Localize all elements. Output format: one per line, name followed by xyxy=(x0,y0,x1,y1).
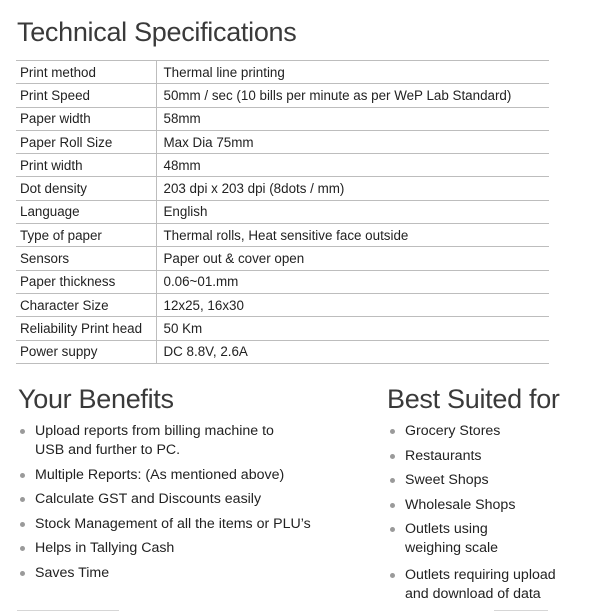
bullet-icon xyxy=(390,503,395,508)
list-item xyxy=(388,422,588,441)
list-item xyxy=(388,520,588,558)
bullet-icon xyxy=(20,571,25,576)
bullet-icon xyxy=(20,546,25,551)
spec-value-print-speed: 50mm / sec (10 bills per minute as per WeP Lab Standard) xyxy=(156,84,549,107)
spec-value-type-of-paper: Thermal rolls, Heat sensitive face outside xyxy=(156,224,549,247)
specifications-table xyxy=(16,60,549,364)
bullet-icon xyxy=(390,573,395,578)
spec-label-print-width: Print width xyxy=(16,154,156,177)
list-item xyxy=(18,422,348,460)
spec-label-sensors: Sensors xyxy=(16,247,156,270)
list-item xyxy=(18,490,348,509)
footer-divider-left xyxy=(17,610,119,611)
bullet-icon xyxy=(390,429,395,434)
table-row xyxy=(16,84,549,107)
spec-value-language: English xyxy=(156,200,549,223)
table-row xyxy=(16,107,549,130)
spec-value-character-size: 12x25, 16x30 xyxy=(156,293,549,316)
spec-value-sensors: Paper out & cover open xyxy=(156,247,549,270)
spec-value-dot-density: 203 dpi x 203 dpi (8dots / mm) xyxy=(156,177,549,200)
spec-label-dot-density: Dot density xyxy=(16,177,156,200)
benefits-list xyxy=(18,422,348,589)
spec-value-print-width: 48mm xyxy=(156,154,549,177)
spec-label-paper-thickness: Paper thickness xyxy=(16,270,156,293)
table-row xyxy=(16,130,549,153)
spec-value-print-method: Thermal line printing xyxy=(156,61,549,84)
table-row xyxy=(16,200,549,223)
bullet-icon xyxy=(20,473,25,478)
benefit-text: Upload reports from billing machine to USB and further to PC. xyxy=(35,423,274,458)
bullet-icon xyxy=(390,478,395,483)
specifications-title: Technical Specifications xyxy=(17,17,297,47)
suited-text: Outlets using weighing scale xyxy=(405,521,499,556)
footer-divider-right xyxy=(494,610,548,611)
list-item xyxy=(388,447,588,466)
spec-label-reliability-print-head: Reliability Print head xyxy=(16,317,156,340)
spec-label-paper-width: Paper width xyxy=(16,107,156,130)
best-suited-title: Best Suited for xyxy=(387,384,560,414)
suited-text: Wholesale Shops xyxy=(405,496,516,513)
spec-value-power-supply: DC 8.8V, 2.6A xyxy=(156,340,549,363)
benefit-text: Helps in Tallying Cash xyxy=(35,540,175,557)
table-row xyxy=(16,247,549,270)
table-row xyxy=(16,224,549,247)
table-row xyxy=(16,270,549,293)
benefits-title: Your Benefits xyxy=(18,384,174,414)
spec-value-reliability-print-head: 50 Km xyxy=(156,317,549,340)
spec-value-paper-thickness: 0.06~01.mm xyxy=(156,270,549,293)
table-row xyxy=(16,293,549,316)
bullet-icon xyxy=(20,522,25,527)
list-item xyxy=(18,539,348,558)
list-item xyxy=(18,515,348,534)
spec-value-paper-width: 58mm xyxy=(156,107,549,130)
spec-label-paper-roll-size: Paper Roll Size xyxy=(16,130,156,153)
benefit-text: Stock Management of all the items or PLU’s xyxy=(35,515,311,532)
spec-label-print-speed: Print Speed xyxy=(16,84,156,107)
benefit-text: Calculate GST and Discounts easily xyxy=(35,491,262,508)
table-row xyxy=(16,61,549,84)
spec-label-power-supply: Power suppy xyxy=(16,340,156,363)
suited-text: Grocery Stores xyxy=(405,423,501,439)
bullet-icon xyxy=(20,497,25,502)
list-item xyxy=(18,564,348,583)
list-item xyxy=(18,466,348,485)
spec-label-print-method: Print method xyxy=(16,61,156,84)
list-item xyxy=(388,566,588,604)
table-row xyxy=(16,317,549,340)
benefit-text: Multiple Reports: (As mentioned above) xyxy=(35,466,285,483)
suited-text: Restaurants xyxy=(405,447,482,464)
spec-label-type-of-paper: Type of paper xyxy=(16,224,156,247)
bullet-icon xyxy=(390,527,395,532)
table-row xyxy=(16,177,549,200)
best-suited-list xyxy=(388,422,588,610)
bullet-icon xyxy=(20,429,25,434)
spec-label-language: Language xyxy=(16,200,156,223)
suited-text: Sweet Shops xyxy=(405,472,489,488)
spec-value-paper-roll-size: Max Dia 75mm xyxy=(156,130,549,153)
list-item xyxy=(388,496,588,515)
benefit-text: Saves Time xyxy=(35,564,110,581)
table-row xyxy=(16,340,549,363)
list-item xyxy=(388,471,588,490)
suited-text: Outlets requiring upload and download of data xyxy=(405,567,556,602)
bullet-icon xyxy=(390,454,395,459)
spec-label-character-size: Character Size xyxy=(16,293,156,316)
table-row xyxy=(16,154,549,177)
